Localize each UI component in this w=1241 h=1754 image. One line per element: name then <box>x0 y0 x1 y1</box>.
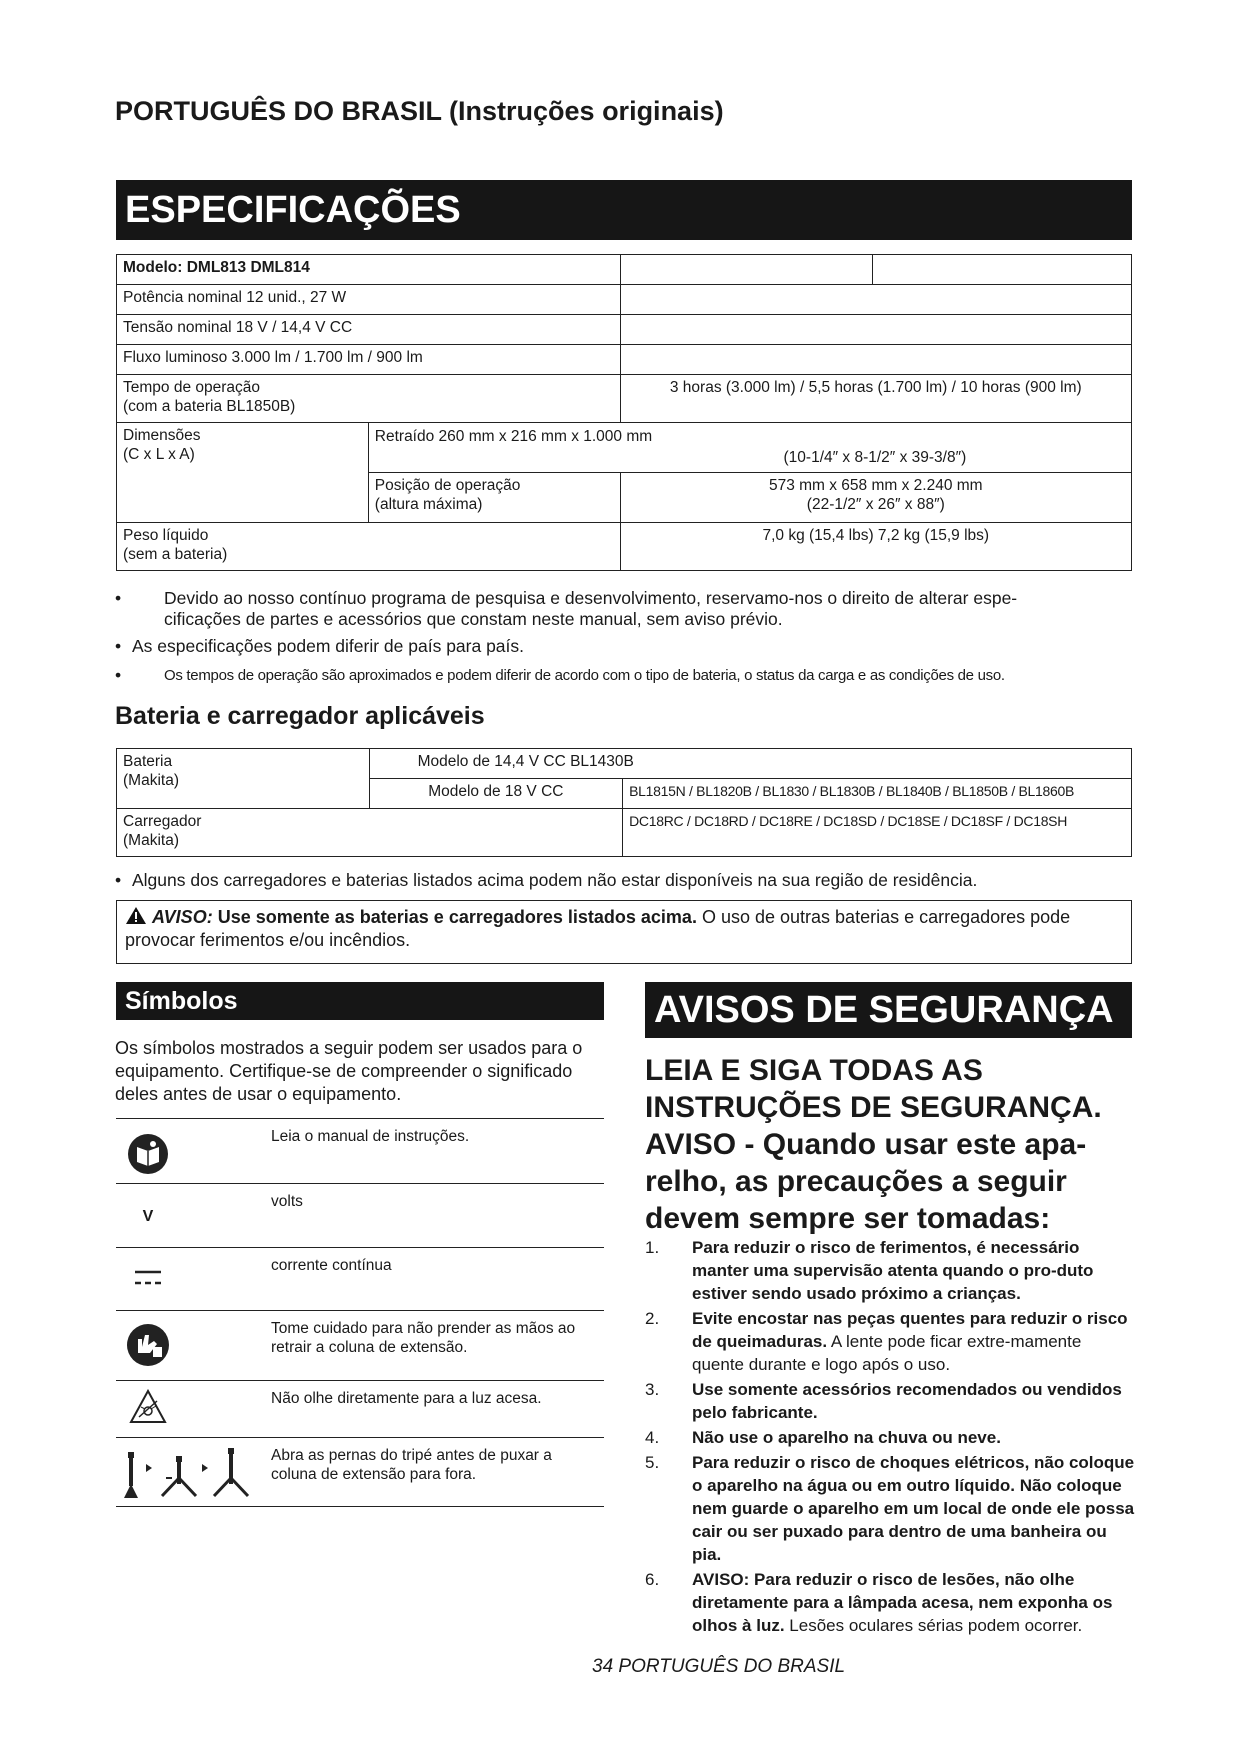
specifications-banner: ESPECIFICAÇÕES <box>116 180 1132 240</box>
hand-pinch-icon <box>116 1323 180 1372</box>
warning-box <box>116 900 1132 964</box>
safety-item-number: 4. <box>645 1428 660 1447</box>
page-footer: 34 PORTUGUÊS DO BRASIL <box>592 1656 846 1677</box>
symbol-text: Abra as pernas do tripé antes de puxar a coluna de extensão para fora. <box>271 1447 552 1483</box>
safety-item-bold: Não use o aparelho na chuva ou neve. <box>692 1428 1001 1447</box>
safety-item <box>645 1426 1135 1449</box>
operating-position-inch: (22-1/2″ x 26″ x 88″) <box>806 496 945 513</box>
warning-triangle-icon <box>125 907 152 927</box>
symbol-text: Tome cuidado para não prender as mãos ao retrair a coluna de extensão. <box>271 1320 576 1356</box>
symbol-row <box>116 1310 604 1380</box>
safety-item <box>645 1307 1135 1376</box>
operating-time-value: 3 horas (3.000 lm) / 5,5 horas (1.700 lm) / 10 horas (900 lm) <box>620 375 1131 423</box>
battery-label: Bateria (Makita) <box>117 749 370 809</box>
safety-item <box>645 1378 1135 1424</box>
safety-heading: LEIA E SIGA TODAS AS INSTRUÇÕES DE SEGURANÇA. AVISO - Quando usar este apa-relho, as precauções a seguir devem sempre ser tomadas: <box>645 1054 1102 1235</box>
warning-text: O uso de outras baterias e carregadores pode provocar ferimentos e/ou incêndios. <box>125 907 1071 950</box>
safety-banner: AVISOS DE SEGURANÇA <box>645 982 1132 1038</box>
note-text: Devido ao nosso contínuo programa de pesquisa e desenvolvimento, reservamo-nos o direito de alterar espe- cificações de partes e acessórios que constam neste manual, sem aviso prévio. <box>164 588 1018 629</box>
retracted-cell <box>368 423 1131 473</box>
availability-note: • Alguns dos carregadores e baterias listados acima podem não estar disponíveis na sua região de residência. <box>115 870 1135 891</box>
empty-cell <box>873 255 1132 285</box>
symbol-row <box>116 1247 604 1310</box>
operating-position-mm: 573 mm x 658 mm x 2.240 mm <box>768 477 983 494</box>
page-language-title: PORTUGUÊS DO BRASIL (Instruções originais) <box>115 96 724 126</box>
availability-note-text: Alguns dos carregadores e baterias listados acima podem não estar disponíveis na sua região de residência. <box>132 870 978 890</box>
safety-item <box>645 1451 1135 1566</box>
symbol-row <box>116 1437 604 1507</box>
note-item: • Devido ao nosso contínuo programa de pesquisa e desenvolvimento, reservamo-nos o direito de alterar espe- cificações de partes e acessórios que constam neste manual, sem aviso prévio. <box>115 588 1135 630</box>
safety-item <box>645 1236 1135 1305</box>
safety-item-bold: Para reduzir o risco de choques elétricos, não coloque o aparelho na água ou em outro líquido. Não coloque nem guarde o aparelho em um local de onde ele possa cair ou ser puxado para dentro de uma banheira ou pia. <box>692 1453 1135 1564</box>
symbol-row <box>116 1118 604 1183</box>
empty-cell <box>620 345 1131 375</box>
note-text: As especificações podem diferir de país para país. <box>132 636 525 656</box>
do-not-stare-icon <box>116 1389 180 1430</box>
safety-item-number: 3. <box>645 1380 660 1399</box>
voltage-cell: Tensão nominal 18 V / 14,4 V CC <box>117 315 621 345</box>
symbols-intro: Os símbolos mostrados a seguir podem ser usados para o equipamento. Certifique-se de compreender o significado deles antes de usar o equipamento. <box>115 1038 583 1104</box>
safety-item-number: 2. <box>645 1309 660 1328</box>
symbol-row <box>116 1380 604 1437</box>
battery-table <box>116 748 1132 857</box>
safety-item-text: Lesões oculares sérias podem ocorrer. <box>789 1616 1083 1635</box>
symbol-row <box>116 1183 604 1247</box>
operating-position-label: Posição de operação (altura máxima) <box>368 473 620 523</box>
symbol-text: Não olhe diretamente para a luz acesa. <box>271 1390 542 1407</box>
charger-label: Carregador (Makita) <box>117 809 623 857</box>
symbol-text: Leia o manual de instruções. <box>271 1128 470 1145</box>
model-18v-list: BL1815N / BL1820B / BL1830 / BL1830B / BL1840B / BL1850B / BL1860B <box>623 779 1132 809</box>
direct-current-icon <box>116 1266 180 1295</box>
symbols-table <box>116 1118 604 1507</box>
safety-item-number: 6. <box>645 1570 660 1589</box>
safety-item-number: 5. <box>645 1453 660 1472</box>
symbols-banner: Símbolos <box>116 982 604 1020</box>
empty-cell <box>620 315 1131 345</box>
volts-icon: V <box>142 1208 154 1225</box>
model-cell: Modelo: DML813 DML814 <box>117 255 621 285</box>
power-cell: Potência nominal 12 unid., 27 W <box>117 285 621 315</box>
symbol-text: corrente contínua <box>271 1257 392 1274</box>
operating-time-label: Tempo de operação (com a bateria BL1850B) <box>117 375 621 423</box>
battery-heading: Bateria e carregador aplicáveis <box>115 702 485 730</box>
read-manual-icon <box>116 1133 180 1180</box>
flux-cell: Fluxo luminoso 3.000 lm / 1.700 lm / 900 lm <box>117 345 621 375</box>
charger-list: DC18RC / DC18RD / DC18RE / DC18SD / DC18SE / DC18SF / DC18SH <box>623 809 1132 857</box>
empty-cell <box>620 285 1131 315</box>
specifications-table <box>116 254 1132 571</box>
weight-value: 7,0 kg (15,4 lbs) 7,2 kg (15,9 lbs) <box>620 523 1131 571</box>
retracted-label: Retraído 260 mm x 216 mm x 1.000 mm <box>374 428 653 445</box>
safety-item-number: 1. <box>645 1238 660 1257</box>
note-item: • As especificações podem diferir de país para país. <box>115 636 1135 657</box>
safety-item <box>645 1568 1135 1637</box>
note-item: • Os tempos de operação são aproximados e podem diferir de acordo com o tipo de bateria, o status da carga e as condições de uso. <box>115 665 1135 686</box>
safety-item-text: A lente pode ficar extre-mamente quente durante e logo após o uso. <box>692 1332 1082 1374</box>
safety-list <box>645 1236 1135 1639</box>
tripod-icon <box>120 1448 260 1505</box>
symbol-text: volts <box>271 1193 303 1210</box>
weight-label: Peso líquido (sem a bateria) <box>117 523 621 571</box>
note-text: Os tempos de operação são aproximados e podem diferir de acordo com o tipo de bateria, o status da carga e as condições de uso. <box>164 667 1005 684</box>
safety-item-bold: Use somente acessórios recomendados ou vendidos pelo fabricante. <box>692 1380 1122 1422</box>
warning-bold-text: Use somente as baterias e carregadores listados acima. <box>217 907 697 927</box>
warning-label: AVISO: <box>152 907 213 927</box>
model-14v-cell: Modelo de 14,4 V CC BL1430B <box>369 749 1131 779</box>
safety-item-bold: Evite encostar nas peças quentes para reduzir o risco de queimaduras. <box>692 1309 1128 1351</box>
safety-item-bold: AVISO: Para reduzir o risco de lesões, não olhe diretamente para a lâmpada acesa, nem exponha os olhos à luz. <box>692 1570 1113 1635</box>
dimensions-label: Dimensões (C x L x A) <box>117 423 369 523</box>
model-18v-label: Modelo de 18 V CC <box>369 779 623 809</box>
empty-cell <box>620 255 873 285</box>
retracted-inch: (10-1/4″ x 8-1/2″ x 39-3/8″) <box>783 449 967 466</box>
safety-item-bold: Para reduzir o risco de ferimentos, é necessário manter uma supervisão atenta quando o pro-duto estiver sendo usado próximo a crianças. <box>692 1238 1094 1303</box>
